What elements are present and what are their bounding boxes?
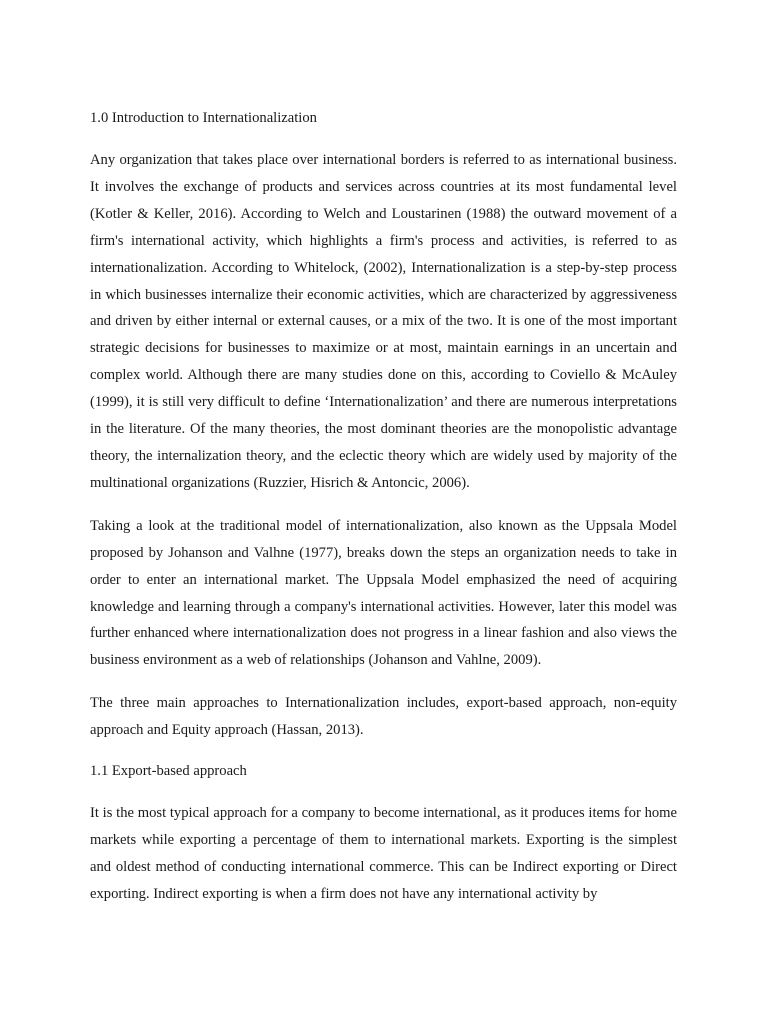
paragraph-uppsala-model: Taking a look at the traditional model of internationalization, also known as the Uppsala Model proposed by Johanson and Valhne (1977), breaks down the steps an organization needs to take in order to enter an international market. The Uppsala Model emphasized the need of acquiring knowledge and learning through a company's international activities. However, later this model was further enhanced where internationalization does not progress in a linear fashion and also views the business environment as a web of relationships (Johanson and Vahlne, 2009). [90,517,677,669]
section-heading-introduction: 1.0 Introduction to Internationalization [90,110,317,126]
paragraph-internationalization-definition: Any organization that takes place over international borders is referred to as international business. It involves the exchange of products and services across countries at its most fundamental level (Kotler & Keller, 2016). According to Welch and Loustarinen (1988) the outward movement of a firm's international activity, which highlights a firm's process and activities, is referred to as internationalization. According to Whitelock, (2002), Internationalization is a step-by-step process in which businesses internalize their economic activities, which are characterized by aggressiveness and driven by either internal or external causes, or a mix of the two. It is one of the most important strategic decisions for businesses to maximize or at most, maintain earnings in an uncertain and complex world. Although there are many studies done on this, according to Coviello & McAuley (1999), it is still very difficult to define ‘Internationalization’ and there are numerous interpretations in the literature. Of the many theories, the most dominant theories are the monopolistic advantage theory, the internalization theory, and the eclectic theory which are widely used by majority of the multinational organizations (Ruzzier, Hisrich & Antoncic, 2006). [90,152,677,491]
paragraph-export-approach: It is the most typical approach for a company to become international, as it produces items for home markets while exporting a percentage of them to international markets. Exporting is the simplest and oldest method of conducting international commerce. This can be Indirect exporting or Direct exporting. Indirect exporting is when a firm does not have any international activity by [90,805,677,902]
document-page [90,107,677,924]
section-heading-export-approach: 1.1 Export-based approach [90,763,247,780]
paragraph-three-approaches: The three main approaches to Internationalization includes, export-based approach, non-equity approach and Equity approach (Hassan, 2013). [90,695,677,739]
